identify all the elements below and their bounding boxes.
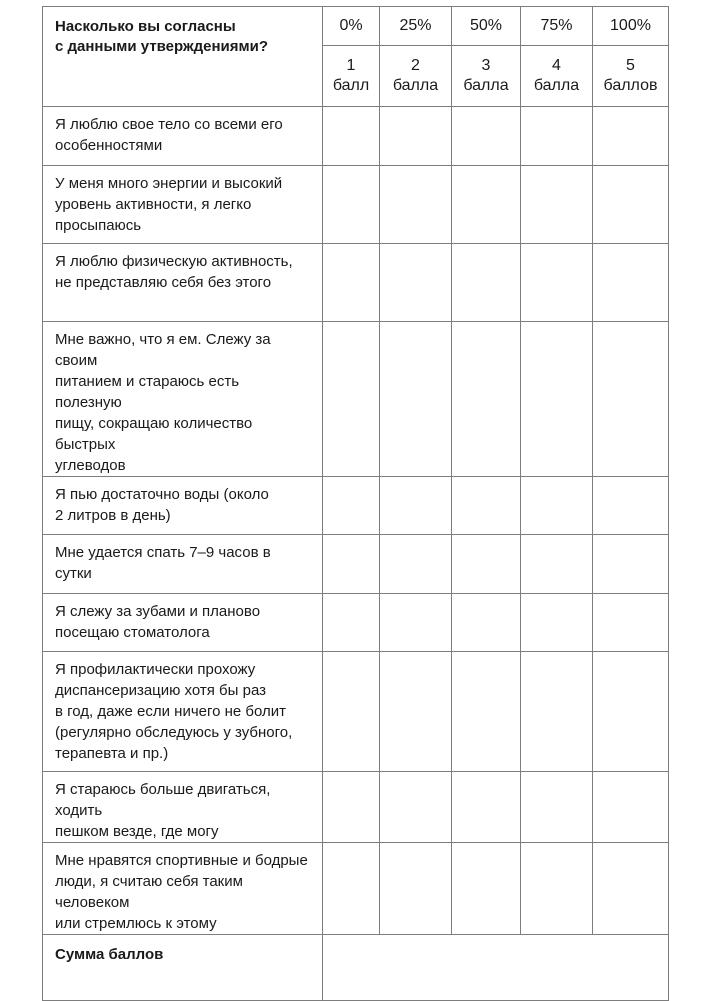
score-cell-4[interactable] (521, 166, 593, 244)
score-cell-3[interactable] (452, 107, 521, 166)
sum-label: Сумма баллов (43, 935, 323, 1001)
score-cell-1[interactable] (323, 594, 380, 652)
statement-cell: У меня много энергии и высокий уровень активности, я легко просыпаюсь (43, 166, 323, 244)
score-cell-1[interactable] (323, 652, 380, 772)
score-cell-4[interactable] (521, 843, 593, 935)
points-header-2: 2 балла (380, 46, 452, 107)
score-cell-2[interactable] (380, 843, 452, 935)
score-cell-4[interactable] (521, 322, 593, 477)
table-row (43, 477, 669, 535)
score-cell-3[interactable] (452, 652, 521, 772)
table-row (43, 244, 669, 322)
score-cell-3[interactable] (452, 477, 521, 535)
score-cell-4[interactable] (521, 652, 593, 772)
percent-header-25: 25% (380, 7, 452, 46)
statement-cell: Мне удается спать 7–9 часов в сутки (43, 535, 323, 594)
statement-cell: Я пью достаточно воды (около 2 литров в день) (43, 477, 323, 535)
score-cell-2[interactable] (380, 772, 452, 843)
statement-cell: Я люблю свое тело со всеми его особенностями (43, 107, 323, 166)
sum-row (43, 935, 669, 1001)
score-cell-1[interactable] (323, 322, 380, 477)
score-cell-5[interactable] (593, 477, 669, 535)
table-row (43, 594, 669, 652)
score-cell-5[interactable] (593, 772, 669, 843)
points-header-4: 4 балла (521, 46, 593, 107)
table-row (43, 322, 669, 477)
score-cell-2[interactable] (380, 535, 452, 594)
percent-header-100: 100% (593, 7, 669, 46)
score-cell-2[interactable] (380, 166, 452, 244)
statement-cell: Я слежу за зубами и планово посещаю стоматолога (43, 594, 323, 652)
score-cell-5[interactable] (593, 107, 669, 166)
header-percent-row (43, 7, 669, 46)
score-cell-5[interactable] (593, 166, 669, 244)
statement-cell: Мне важно, что я ем. Слежу за своим питанием и стараюсь есть полезную пищу, сокращаю количество быстрых углеводов (43, 322, 323, 477)
score-cell-2[interactable] (380, 322, 452, 477)
table-row (43, 107, 669, 166)
statement-cell: Я люблю физическую активность, не представляю себя без этого (43, 244, 323, 322)
score-cell-1[interactable] (323, 477, 380, 535)
table-row (43, 843, 669, 935)
score-cell-5[interactable] (593, 244, 669, 322)
score-cell-3[interactable] (452, 166, 521, 244)
score-cell-5[interactable] (593, 843, 669, 935)
score-cell-4[interactable] (521, 772, 593, 843)
score-cell-3[interactable] (452, 843, 521, 935)
statement-cell: Я профилактически прохожу диспансеризацию хотя бы раз в год, даже если ничего не болит (регулярно обследуюсь у зубного, терапевта и пр.) (43, 652, 323, 772)
score-cell-3[interactable] (452, 594, 521, 652)
score-cell-4[interactable] (521, 594, 593, 652)
score-cell-5[interactable] (593, 652, 669, 772)
score-cell-4[interactable] (521, 535, 593, 594)
score-cell-3[interactable] (452, 244, 521, 322)
score-cell-1[interactable] (323, 166, 380, 244)
score-cell-3[interactable] (452, 772, 521, 843)
points-header-5: 5 баллов (593, 46, 669, 107)
self-assessment-table (42, 6, 669, 1001)
score-cell-2[interactable] (380, 652, 452, 772)
score-cell-5[interactable] (593, 594, 669, 652)
question-header: Насколько вы согласны с данными утверждениями? (43, 7, 323, 107)
score-cell-3[interactable] (452, 535, 521, 594)
table-row (43, 166, 669, 244)
statement-cell: Я стараюсь больше двигаться, ходить пешком везде, где могу (43, 772, 323, 843)
score-cell-1[interactable] (323, 535, 380, 594)
table-row (43, 772, 669, 843)
table-row (43, 535, 669, 594)
score-cell-1[interactable] (323, 107, 380, 166)
percent-header-75: 75% (521, 7, 593, 46)
statement-cell: Мне нравятся спортивные и бодрые люди, я считаю себя таким человеком или стремлюсь к этому (43, 843, 323, 935)
score-cell-2[interactable] (380, 244, 452, 322)
score-cell-5[interactable] (593, 535, 669, 594)
score-cell-3[interactable] (452, 322, 521, 477)
score-cell-1[interactable] (323, 244, 380, 322)
score-cell-2[interactable] (380, 107, 452, 166)
percent-header-50: 50% (452, 7, 521, 46)
score-cell-1[interactable] (323, 772, 380, 843)
score-cell-4[interactable] (521, 107, 593, 166)
percent-header-0: 0% (323, 7, 380, 46)
points-header-1: 1 балл (323, 46, 380, 107)
score-cell-5[interactable] (593, 322, 669, 477)
score-cell-1[interactable] (323, 843, 380, 935)
points-header-3: 3 балла (452, 46, 521, 107)
score-cell-2[interactable] (380, 594, 452, 652)
score-cell-4[interactable] (521, 477, 593, 535)
score-cell-2[interactable] (380, 477, 452, 535)
score-cell-4[interactable] (521, 244, 593, 322)
sum-input-cell[interactable] (323, 935, 669, 1001)
table-row (43, 652, 669, 772)
